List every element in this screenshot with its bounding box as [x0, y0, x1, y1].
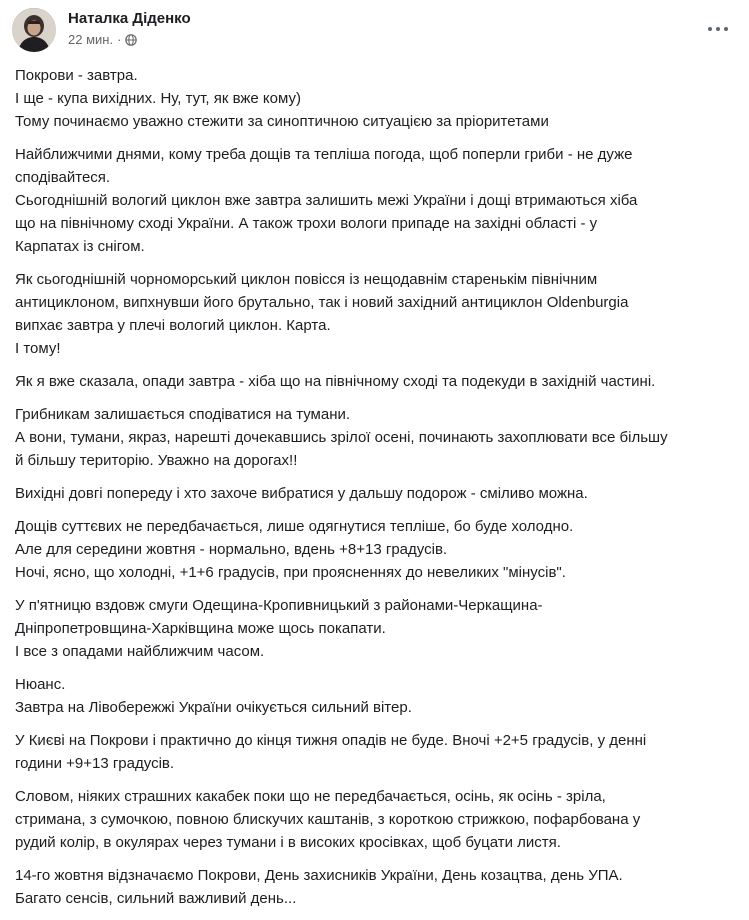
post-text-line: Дніпропетровщина-Харківщина може щось покапати. [15, 620, 386, 637]
post-paragraph [15, 268, 735, 360]
post-text-line: Ночі, ясно, що холодні, +1+6 градусів, при проясненнях до невеликих "мінусів". [15, 564, 566, 581]
post-text-line: Тому починаємо уважно стежити за синоптичною ситуацією за пріоритетами [15, 113, 549, 130]
post-text-line: І ще - купа вихідних. Ну, тут, як вже кому) [15, 90, 301, 107]
post-paragraph [15, 729, 735, 775]
post-time[interactable]: 22 мин. [68, 32, 114, 47]
post-text [15, 64, 735, 920]
post-text-line: Як сьогоднішній чорноморський циклон повісся із нещодавнім старенькім північним [15, 271, 598, 288]
post-paragraph [15, 482, 735, 505]
post-paragraph [15, 785, 735, 854]
post-text-line: стримана, з сумочкою, повною блискучих каштанів, з короткою стрижкою, пофарбована у [15, 811, 641, 828]
post-text-line: випхає завтра у плечі вологий циклон. Карта. [15, 317, 331, 334]
post-paragraph [15, 864, 735, 910]
post-text-line: Але для середини жовтня - нормально, вдень +8+13 градусів. [15, 541, 448, 558]
post-paragraph [15, 143, 735, 258]
meta-separator: · [117, 32, 122, 47]
post-text-line: рудий колір, в окулярах через тумани і в високих кросівках, щоб буцати листя. [15, 834, 561, 851]
post-text-line: Карпатах із снігом. [15, 238, 145, 255]
post-text-line: що на північному сході України. А також трохи вологи припаде на західні області - у [15, 215, 598, 232]
post-text-line: Вихідні довгі попереду і хто захоче вибратися у дальшу подорож - сміливо можна. [15, 485, 588, 502]
post-text-line: 14-го жовтня відзначаємо Покрови, День захисників України, День козацтва, день УПА. [15, 867, 623, 884]
post-text-line: І тому! [15, 340, 61, 357]
post-text-line: сподівайтеся. [15, 169, 111, 186]
post-paragraph [15, 370, 735, 393]
post-text-line: Дощів суттєвих не передбачається, лише одягнутися тепліше, бо буде холодно. [15, 518, 574, 535]
post-text-line: Покрови - завтра. [15, 67, 138, 84]
post-paragraph [15, 403, 735, 472]
post-text-line: години +9+13 градусів. [15, 755, 175, 772]
post-text-line: Завтра на Лівобережжі України очікується сильний вітер. [15, 699, 412, 716]
post-paragraph [15, 594, 735, 663]
post-text-line: антициклоном, випхнувши його брутально, так і новий західний антициклон Oldenburgia [15, 294, 629, 311]
post-text-line: Як я вже сказала, опади завтра - хіба що на північному сході та подекуди в західній частині. [15, 373, 656, 390]
post-paragraph [15, 673, 735, 719]
avatar[interactable] [12, 8, 56, 52]
post-text-line: Словом, ніяких страшних какабек поки що не передбачається, осінь, як осінь - зріла, [15, 788, 606, 805]
post-text-line: У Києві на Покрови і практично до кінця тижня опадів не буде. Вночі +2+5 градусів, у денні [15, 732, 647, 749]
post-paragraph [15, 515, 735, 584]
post-text-line: Сьогоднішній вологий циклон вже завтра залишить межі України і дощі втримаються хіба [15, 192, 638, 209]
globe-icon[interactable] [125, 34, 137, 46]
post-text-line: І все з опадами найближчим часом. [15, 643, 265, 660]
post-text-line: Найближчими днями, кому треба дощів та тепліша погода, щоб поперли гриби - не дуже [15, 146, 633, 163]
post-text-line: й більшу територію. Уважно на дорогах!! [15, 452, 298, 469]
more-options-icon[interactable] [703, 18, 733, 40]
post-text-line: Грибникам залишається сподіватися на тумани. [15, 406, 351, 423]
post-header [12, 8, 737, 58]
post-paragraph [15, 64, 735, 133]
post-text-line: Багато сенсів, сильний важливий день... [15, 890, 297, 907]
post-text-line: У п'ятницю вздовж смуги Одещина-Кропивницький з районами-Черкащина- [15, 597, 543, 614]
post-text-line: Нюанс. [15, 676, 66, 693]
post-text-line: А вони, тумани, якраз, нарешті дочекавшись зрілої осені, починають захоплювати все більшу [15, 429, 668, 446]
author-name[interactable]: Наталка Діденко [68, 10, 191, 27]
post-meta [68, 32, 137, 47]
